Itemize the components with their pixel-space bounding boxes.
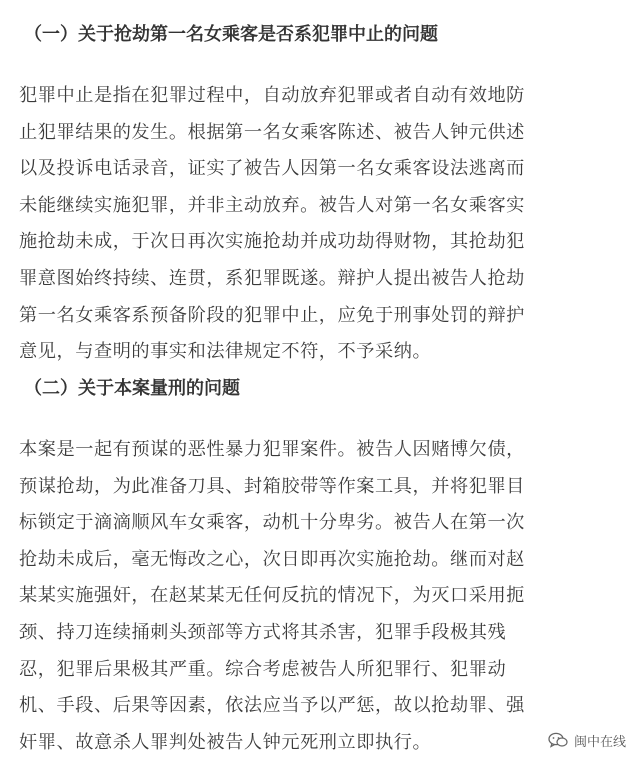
paragraph-line: 施抢劫未成，于次日再次实施抢劫并成功劫得财物，其抢劫犯 bbox=[19, 231, 525, 253]
paragraph-line: 未能继续实施犯罪，并非主动放弃。被告人对第一名女乘客实 bbox=[19, 194, 525, 216]
paragraph-line: 犯罪中止是指在犯罪过程中，自动放弃犯罪或者自动有效地防 bbox=[19, 85, 525, 106]
wechat-icon bbox=[548, 732, 568, 748]
paragraph-line: 第一名女乘客系预备阶段的犯罪中止，应免于刑事处罚的辩护 bbox=[19, 304, 525, 326]
paragraph-line: 标锁定于滴滴顺风车女乘客，动机十分卑劣。被告人在第一次 bbox=[19, 512, 525, 534]
paragraph-line: 颈、持刀连续捅刺头颈部等方式将其杀害，犯罪手段极其残 bbox=[19, 621, 507, 643]
section-1-paragraph bbox=[19, 78, 624, 371]
watermark-text: 闽中在线 bbox=[573, 734, 626, 750]
paragraph-line: 奸罪、故意杀人罪判处被告人钟元死刑立即执行。 bbox=[19, 731, 432, 753]
paragraph-line: 某某实施强奸，在赵某某无任何反抗的情况下，为灭口采用扼 bbox=[19, 585, 525, 607]
paragraph-line: 忍，犯罪后果极其严重。综合考虑被告人所犯罪行、犯罪动 bbox=[19, 658, 507, 680]
section-2-heading: （二）关于本案量刑的问题 bbox=[24, 378, 240, 399]
paragraph-line: 罪意图始终持续、连贯，系犯罪既遂。辩护人提出被告人抢劫 bbox=[19, 267, 525, 289]
paragraph-line: 以及投诉电话录音，证实了被告人因第一名女乘客设法逃离而 bbox=[19, 158, 525, 180]
watermark bbox=[548, 730, 626, 750]
paragraph-line: 本案是一起有预谋的恶性暴力犯罪案件。被告人因赌博欠债， bbox=[19, 439, 525, 460]
section-1-heading: （一）关于抢劫第一名女乘客是否系犯罪中止的问题 bbox=[24, 24, 438, 45]
paragraph-line: 预谋抢劫，为此准备刀具、封箱胶带等作案工具，并将犯罪目 bbox=[19, 475, 525, 497]
paragraph-line: 机、手段、后果等因素，依法应当予以严惩，故以抢劫罪、强 bbox=[19, 695, 525, 717]
paragraph-line: 意见，与查明的事实和法律规定不符，不予采纳。 bbox=[19, 341, 432, 363]
paragraph-line: 止犯罪结果的发生。根据第一名女乘客陈述、被告人钟元供述 bbox=[19, 121, 525, 143]
section-2-paragraph bbox=[19, 432, 624, 761]
paragraph-line: 抢劫未成后，毫无悔改之心，次日即再次实施抢劫。继而对赵 bbox=[19, 548, 525, 570]
